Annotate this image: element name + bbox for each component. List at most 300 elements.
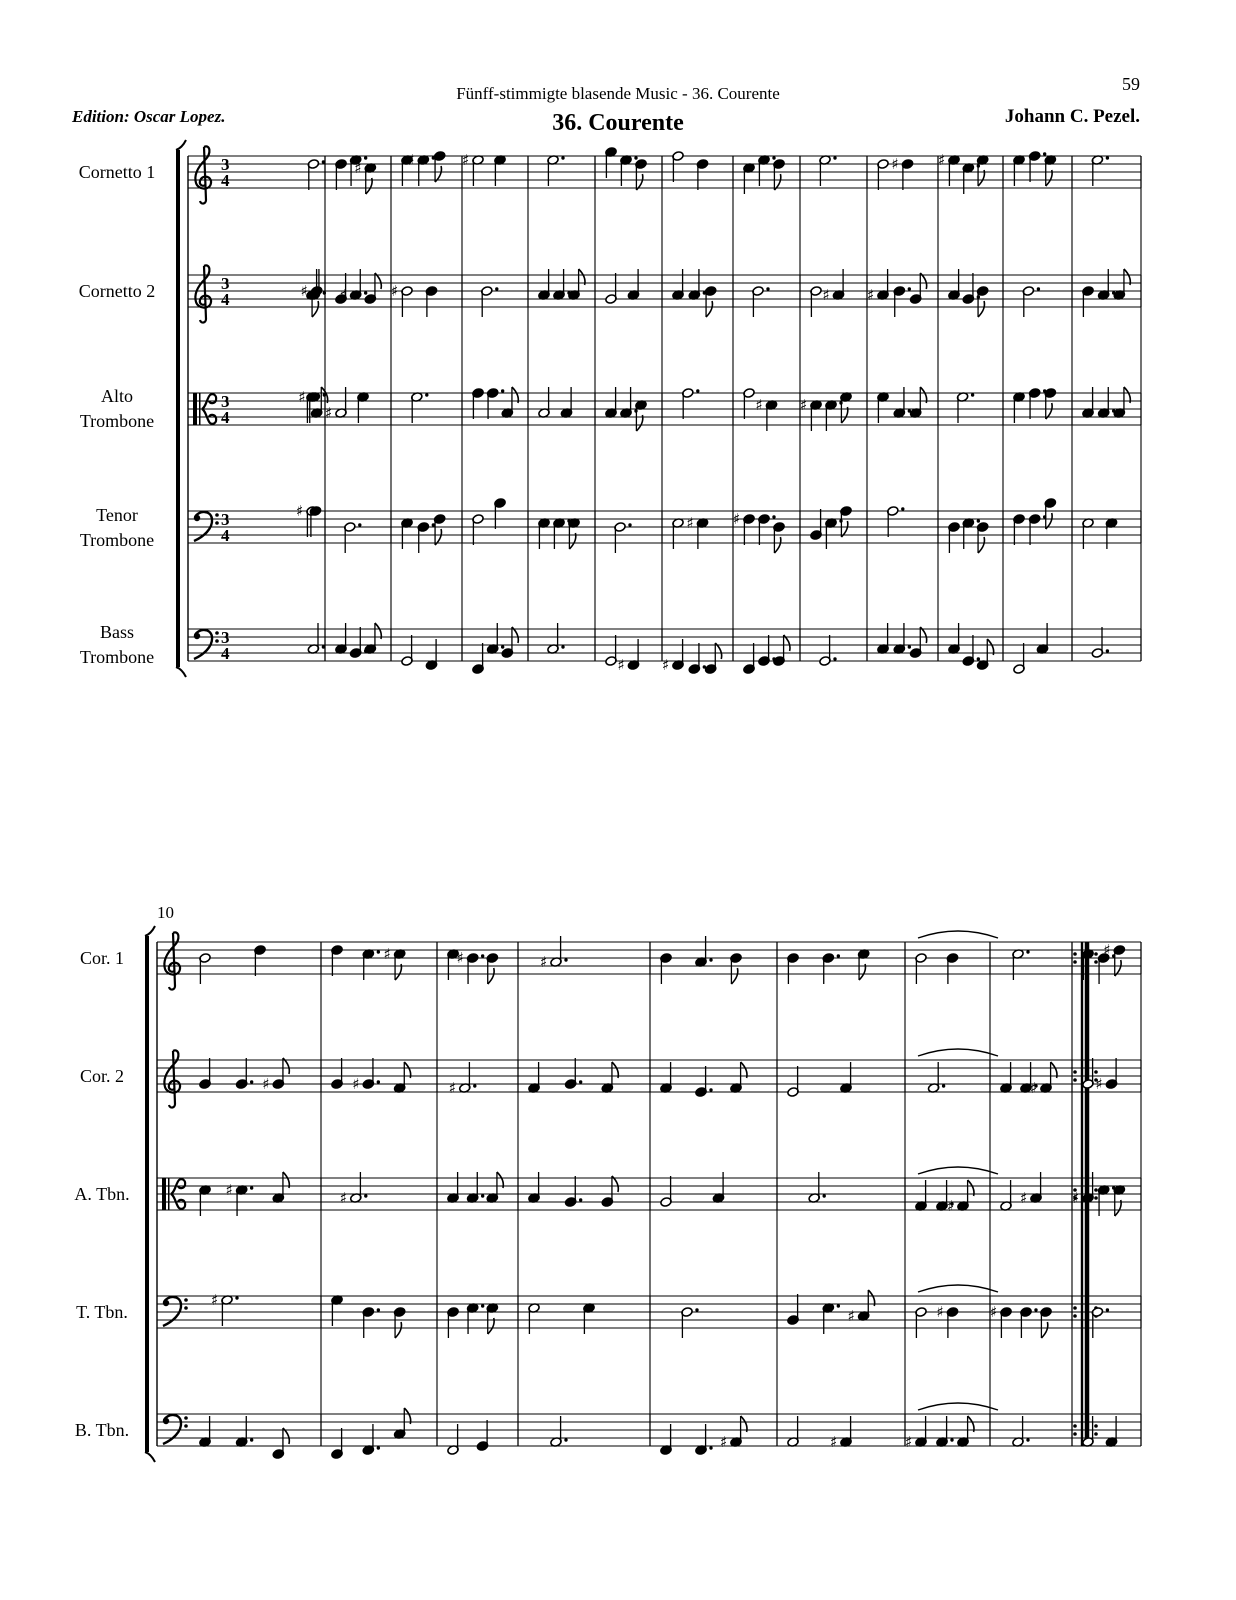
note-dot [564,958,567,961]
sharp-icon: ♯ [339,1189,348,1207]
eighth-note [1040,1062,1057,1093]
sharp-icon: ♯ [448,1079,457,1097]
eighth-note [730,953,742,984]
half-note [1091,155,1109,186]
note-dot [481,1194,484,1197]
quarter-note [528,1172,540,1203]
quarter-note [472,643,484,674]
bass-clef-icon [194,630,219,659]
eighth-note [773,635,790,666]
treble-clef-stroke [164,932,180,989]
quarter-note [362,1424,380,1455]
sharp-icon: ♯ [1103,941,1111,959]
note-dot [628,523,631,526]
quarter-note [627,269,639,300]
quarter-note [893,623,911,654]
note-dot [695,1308,698,1311]
note-dot [772,515,775,518]
sharp-icon: ♯ [391,282,399,300]
quarter-note [466,1303,484,1334]
quarter-note [235,1416,253,1447]
piece-title: 36. Courente [552,110,684,136]
quarter-note [1013,155,1025,186]
quarter-note [1028,388,1046,419]
sharp-icon: ♯ [1020,1189,1028,1207]
system-bracket-hook [145,926,155,936]
eighth-note [1113,269,1130,300]
sharp-icon: ♯ [296,502,304,520]
sharp-icon: ♯ [1030,1079,1038,1097]
repeat-dot [1073,960,1077,964]
eighth-note [976,522,988,553]
quarter-note [1082,387,1094,418]
note-dot [766,287,769,290]
note-dot [977,519,980,522]
quarter-note [447,1307,459,1338]
eighth-note [773,159,785,190]
eighth-note [773,522,785,553]
sharp-icon: ♯ [407,151,415,169]
half-note [915,1307,927,1338]
note-dot [323,291,326,294]
quarter-note [1020,1307,1038,1338]
half-note [344,522,362,553]
eighth-note [1113,387,1130,418]
note-flag [488,968,494,984]
quarter-note [946,1307,958,1338]
quarter-note [810,509,822,540]
repeat-dot [1094,1196,1098,1200]
sharp-icon: ♯ [1095,1075,1103,1093]
quarter-note [1082,286,1094,317]
half-note [887,506,905,537]
instrument-name-cornetto-2: Cornetto 2 [78,281,156,301]
quarter-note [660,953,672,984]
half-note [819,635,837,666]
time-signature-top: 3 [221,155,230,174]
quarter-note [472,388,484,419]
time-signature-top: 3 [221,510,230,529]
half-note [401,635,413,666]
half-note [472,514,484,545]
treble-clef-icon [195,265,211,322]
eighth-note [1044,155,1056,186]
quarter-note [743,514,755,545]
tie-arc [918,1049,998,1056]
half-note [614,522,632,553]
repeat-dot [1094,952,1098,956]
sharp-icon: ♯ [830,1433,838,1451]
note-dot [1026,1438,1029,1441]
quarter-note [893,387,911,418]
eighth-note [635,400,647,431]
quarter-note [620,155,638,186]
quarter-note [1105,1416,1117,1447]
quarter-note [832,269,844,300]
quarter-note [466,953,484,984]
half-note [472,155,484,186]
half-note [605,635,617,666]
eighth-note [976,155,988,186]
half-note [605,273,617,304]
repeat-dot [1073,1314,1077,1318]
note-dot [364,1194,367,1197]
half-note [538,387,550,418]
half-note [307,159,325,190]
bass-clef-dot [184,1306,188,1310]
half-note [787,1066,799,1097]
quarter-note [362,949,380,980]
quarter-note [199,1058,211,1089]
eighth-note [704,643,721,674]
sharp-icon: ♯ [936,1303,944,1321]
quarter-note [401,518,413,549]
eighth-note [1113,945,1125,976]
quarter-note [1000,1062,1012,1093]
bass-clef-dot [184,1424,188,1428]
quarter-note [308,392,326,423]
quarter-note [946,953,958,984]
quarter-note [494,155,506,186]
note-dot [481,1304,484,1307]
quarter-note [877,392,889,423]
eighth-note [364,623,381,654]
eighth-note [486,1303,498,1334]
sharp-icon: ♯ [822,286,830,304]
half-note [199,953,211,984]
system-bracket [176,150,180,667]
note-dot [1043,152,1046,155]
half-note [672,151,684,182]
sharp-icon: ♯ [800,396,808,414]
eighth-note [909,387,926,418]
time-signature-bottom: 4 [221,290,230,309]
note-dot [709,1088,712,1091]
sharp-icon: ♯ [755,396,763,414]
alto-clef-bar [168,1178,170,1210]
half-note [1082,518,1094,549]
sharp-icon: ♯ [947,1197,955,1215]
note-dot [901,507,904,510]
quarter-note [901,159,913,190]
quarter-note [688,643,706,674]
eighth-note [433,151,445,182]
sharp-icon: ♯ [1072,1189,1080,1207]
time-signature-bottom: 4 [221,171,230,190]
instrument-name-a-tbn: A. Tbn. [74,1184,130,1204]
note-dot [561,645,564,648]
note-dot [377,950,380,953]
quarter-note [695,936,713,967]
note-dot [501,645,504,648]
note-dot [322,160,325,163]
quarter-note [1105,1058,1117,1089]
repeat-dot [1073,1078,1077,1082]
quarter-note [1028,151,1046,182]
time-signature-top: 3 [221,274,230,293]
quarter-note [349,627,367,658]
note-dot [473,1084,476,1087]
note-dot [364,156,367,159]
instrument-name-cor-1: Cor. 1 [79,948,124,968]
eighth-note [272,1058,289,1089]
eighth-note [857,1290,874,1321]
quarter-note [765,400,777,431]
instrument-name-bass-trombone: Bass Trombone [79,622,155,667]
half-note [1091,627,1109,658]
sharp-icon: ♯ [540,953,548,971]
note-dot [696,389,699,392]
quarter-note [1013,514,1025,545]
eighth-note [704,286,716,317]
quarter-note [810,400,822,431]
eighth-note [857,949,869,980]
note-dot [358,523,361,526]
quarter-note [696,159,708,190]
half-note [1000,1180,1012,1211]
sharp-icon: ♯ [662,656,670,674]
quarter-note [840,1416,852,1447]
sharp-icon: ♯ [456,949,464,967]
note-flag [706,301,712,317]
bass-clef-icon [163,1297,188,1326]
quarter-note [235,1058,253,1089]
eighth-note [635,159,647,190]
quarter-note [787,953,799,984]
system-bracket-hook [176,667,186,677]
note-dot [235,1296,238,1299]
sharp-icon: ♯ [905,1433,913,1451]
quarter-note [825,400,843,431]
quarter-note [695,1066,713,1097]
note-dot [837,1304,840,1307]
note-dot [1106,1308,1109,1311]
quarter-note [915,1180,927,1211]
quarter-note [254,945,266,976]
quarter-note [1000,1307,1012,1338]
quarter-note [877,269,889,300]
note-flag [731,968,737,984]
repeat-dot [1094,1432,1098,1436]
note-dot [481,954,484,957]
quarter-note [199,1416,211,1447]
sharp-icon: ♯ [211,1291,219,1309]
quarter-note [660,1062,672,1093]
half-note [808,1172,826,1203]
quarter-note [362,1307,380,1338]
sharp-icon: ♯ [354,159,362,177]
quarter-note [331,1295,343,1326]
quarter-note [696,518,708,549]
quarter-note [915,1416,927,1447]
sharp-icon: ♯ [617,656,625,674]
note-dot [377,1308,380,1311]
note-dot [1037,287,1040,290]
bass-clef-dot [194,633,200,639]
note-dot [908,287,911,290]
repeat-dot [1094,960,1098,964]
bass-clef-dot [184,1298,188,1302]
quarter-note [425,286,437,317]
note-dot [709,958,712,961]
quarter-note [1105,518,1117,549]
half-note [787,1416,799,1447]
repeat-dot [1073,1306,1077,1310]
quarter-note [936,1416,954,1447]
bass-clef-dot [163,1300,169,1306]
sharp-icon: ♯ [938,151,946,169]
sharp-icon: ♯ [733,510,741,528]
measure-number: 10 [157,903,174,922]
half-note [1012,949,1030,980]
eighth-note [730,1416,747,1447]
note-dot [377,1446,380,1449]
half-note [550,936,568,967]
quarter-note [564,1176,582,1207]
quarter-note [962,163,980,194]
note-flag [395,1322,401,1338]
note-dot [250,1080,253,1083]
bass-clef-dot [215,513,219,517]
bass-clef-dot [163,1418,169,1424]
quarter-note [349,269,367,300]
eighth-note [486,953,498,984]
note-dot [772,156,775,159]
quarter-note [417,522,435,553]
quarter-note [1028,514,1046,545]
half-note [810,286,822,317]
note-dot [837,954,840,957]
half-note [660,1176,672,1207]
eighth-note [393,1408,410,1439]
eighth-note [393,1307,405,1338]
note-flag [312,301,318,317]
eighth-note [272,1172,289,1203]
quarter-note [948,522,960,553]
eighth-note [568,269,585,300]
tie-arc [918,1285,998,1292]
quarter-note [688,269,706,300]
sharp-icon: ♯ [686,514,694,532]
bass-clef-dot [215,521,219,525]
sharp-icon: ♯ [990,1303,998,1321]
note-dot [1106,649,1109,652]
eighth-note [1044,498,1056,529]
eighth-note [957,1180,974,1211]
tie-arc [918,931,998,938]
note-flag [978,537,984,553]
half-note [307,623,325,654]
half-note [459,1062,477,1093]
quarter-note [447,1172,459,1203]
quarter-note [893,286,911,317]
quarter-note [486,623,504,654]
running-head: Fünff-stimmigte blasende Music - 36. Courente [456,84,780,103]
repeat-dot [1073,1432,1077,1436]
half-note [743,388,755,419]
eighth-note [364,273,381,304]
eighth-note [909,627,926,658]
repeat-dot [1094,1188,1098,1192]
time-signature-top: 3 [221,628,230,647]
bass-clef-icon [163,1415,188,1444]
note-dot [1034,1308,1037,1311]
quarter-note [466,1172,484,1203]
eighth-note [568,518,580,549]
note-dot [250,1186,253,1189]
quarter-note [743,163,755,194]
bass-clef-dot [184,1416,188,1420]
editor-credit: Edition: Oscar Lopez. [72,107,226,126]
instrument-name-t-tbn: T. Tbn. [76,1302,128,1322]
eighth-note [486,1172,503,1203]
quarter-note [695,1424,713,1455]
quarter-note [758,635,776,666]
half-note [550,1416,568,1447]
quarter-note [528,1062,540,1093]
alto-clef-bar [162,1178,166,1210]
quarter-note [199,1185,211,1216]
quarter-note [758,514,776,545]
quarter-note [1097,269,1115,300]
quarter-note [605,387,617,418]
quarter-note [560,387,572,418]
treble-clef-icon [164,1050,180,1107]
eighth-note [1113,1185,1125,1216]
half-note [547,623,565,654]
repeat-dot [1073,1424,1077,1428]
quarter-note [331,1058,343,1089]
note-dot [1026,950,1029,953]
sharp-icon: ♯ [867,286,875,304]
repeat-dot [1073,952,1077,956]
half-note [927,1062,945,1093]
eighth-note [957,1416,974,1447]
note-dot [977,657,980,660]
treble-clef-stroke [195,265,211,322]
sharp-icon: ♯ [720,1433,728,1451]
note-dot [833,657,836,660]
sharp-icon: ♯ [325,404,333,422]
quarter-note [605,147,617,178]
quarter-note [948,269,960,300]
eighth-note [272,1428,289,1459]
note-dot [823,1194,826,1197]
quarter-note [425,639,437,670]
sharp-icon: ♯ [891,155,899,173]
note-dot [908,645,911,648]
instrument-name-cor-2: Cor. 2 [79,1066,124,1086]
eighth-note [976,639,993,670]
eighth-note [501,627,518,658]
bass-clef-dot [215,639,219,643]
quarter-note [660,1424,672,1455]
quarter-note [553,518,571,549]
tie-arc [918,1403,998,1410]
half-note [481,286,499,317]
note-dot [501,389,504,392]
note-dot [250,1438,253,1441]
note-dot [564,1438,567,1441]
note-dot [322,645,325,648]
quarter-note [494,498,506,529]
note-dot [377,1080,380,1083]
sharp-icon: ♯ [225,1181,233,1199]
quarter-note [362,1058,380,1089]
quarter-note [1097,1185,1115,1216]
eighth-note [730,1062,747,1093]
eighth-note [840,506,852,537]
